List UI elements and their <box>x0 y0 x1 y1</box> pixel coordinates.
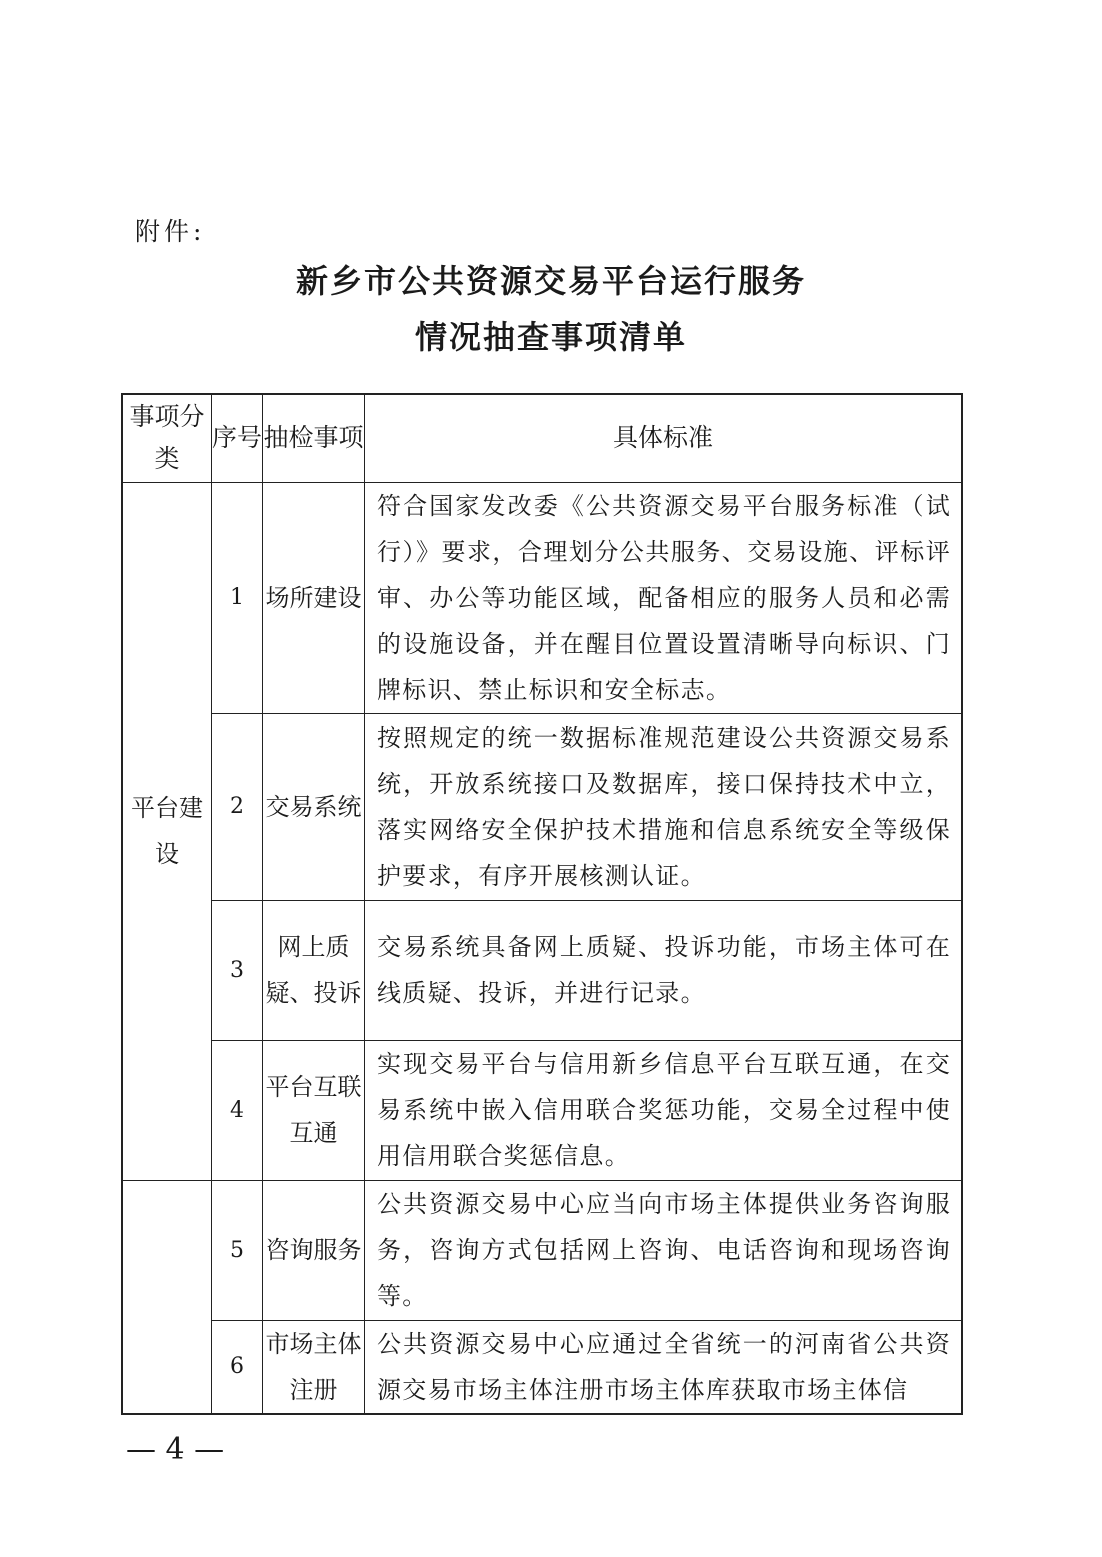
index-cell: 4 <box>212 1040 263 1180</box>
standard-cell: 公共资源交易中心应当向市场主体提供业务咨询服务，咨询方式包括网上咨询、电话咨询和现场咨询等。 <box>365 1180 963 1320</box>
document-title-line2: 情况抽查事项清单 <box>414 318 687 356</box>
standard-cell: 实现交易平台与信用新乡信息平台互联互通，在交易系统中嵌入信用联合奖惩功能，交易全过程中使用信用联合奖惩信息。 <box>365 1040 963 1180</box>
table-row <box>122 900 962 1040</box>
category-cell <box>122 1180 212 1414</box>
index-cell: 2 <box>212 713 263 900</box>
category-cell: 平台建设 <box>122 482 212 1180</box>
header-standard: 具体标准 <box>365 394 963 482</box>
item-cell: 市场主体注册 <box>263 1320 365 1414</box>
standard-cell: 符合国家发改委《公共资源交易平台服务标准（试行）》要求，合理划分公共服务、交易设施、评标评审、办公等功能区域，配备相应的服务人员和必需的设施设备，并在醒目位置设置清晰导向标识、门牌标识、禁止标识和安全标志。 <box>365 482 963 713</box>
index-cell: 1 <box>212 482 263 713</box>
inspection-items-table <box>121 393 963 1415</box>
table-row <box>122 1320 962 1414</box>
index-cell: 6 <box>212 1320 263 1414</box>
page-number: — 4 — <box>126 1432 225 1467</box>
item-cell: 网上质疑、投诉 <box>263 900 365 1040</box>
standard-cell: 公共资源交易中心应通过全省统一的河南省公共资源交易市场主体注册市场主体库获取市场主体信 <box>365 1320 963 1414</box>
item-cell: 场所建设 <box>263 482 365 713</box>
header-index: 序号 <box>212 394 263 482</box>
table-header-row <box>122 394 962 482</box>
index-cell: 5 <box>212 1180 263 1320</box>
header-item: 抽检事项 <box>263 394 365 482</box>
attachment-label: 附件: <box>135 217 206 246</box>
item-cell: 平台互联互通 <box>263 1040 365 1180</box>
header-category: 事项分类 <box>122 394 212 482</box>
table-row <box>122 713 962 900</box>
table-row <box>122 482 962 713</box>
item-cell: 交易系统 <box>263 713 365 900</box>
document-title-line1: 新乡市公共资源交易平台运行服务 <box>295 262 806 300</box>
standard-cell: 交易系统具备网上质疑、投诉功能，市场主体可在线质疑、投诉，并进行记录。 <box>365 900 963 1040</box>
standard-cell: 按照规定的统一数据标准规范建设公共资源交易系统，开放系统接口及数据库，接口保持技术中立，落实网络安全保护技术措施和信息系统安全等级保护要求，有序开展核测认证。 <box>365 713 963 900</box>
item-cell: 咨询服务 <box>263 1180 365 1320</box>
table-row <box>122 1180 962 1320</box>
index-cell: 3 <box>212 900 263 1040</box>
table-row <box>122 1040 962 1180</box>
